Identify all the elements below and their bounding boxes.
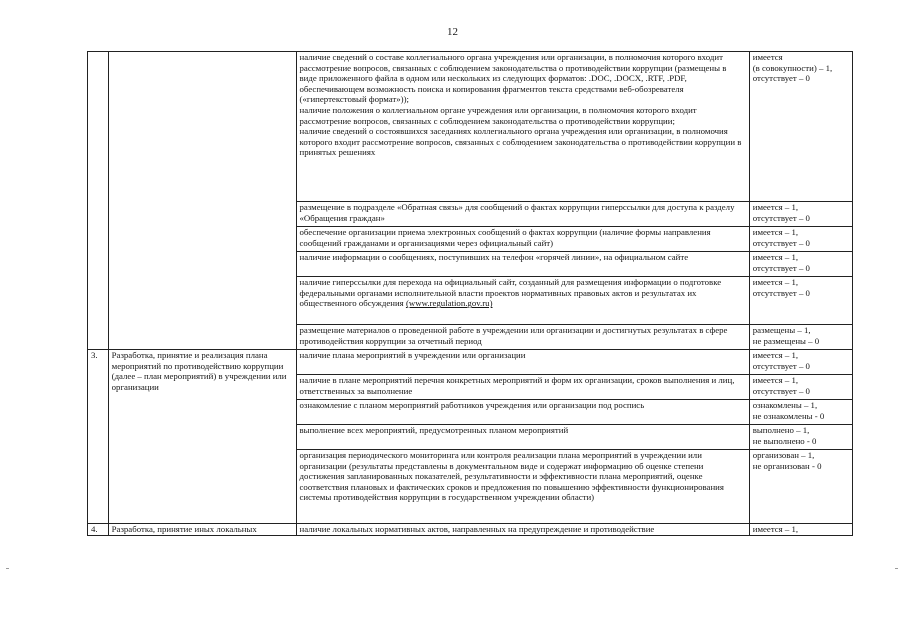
criteria-cell: наличие информации о сообщениях, поступивших на телефон «горячей линии», на официальном сайте xyxy=(296,252,749,277)
scan-mark xyxy=(895,568,898,569)
score-cell: организован – 1, не организован - 0 xyxy=(749,450,852,524)
row-number-cell: 3. xyxy=(88,350,109,524)
table-row xyxy=(88,350,853,375)
page-number: 12 xyxy=(447,26,458,38)
criteria-cell: размещение материалов о проведенной работе в учреждении или организации и достигнутых результатах в сфере противодействия коррупции за отчетный период xyxy=(296,325,749,350)
indicator-name-cell: Разработка, принятие и реализация плана мероприятий по противодействию коррупции (далее – план мероприятий) в учреждении или организации xyxy=(108,350,296,524)
criteria-cell: выполнение всех мероприятий, предусмотренных планом мероприятий xyxy=(296,425,749,450)
score-cell: имеется – 1, отсутствует – 0 xyxy=(749,375,852,400)
criteria-text: наличие сведений о составе коллегиального органа учреждения или организации, в полномочия которого входит рассмотрение вопросов, связанных с соблюдением законодательства о противодействии коррупции (размещены в виде приложенного файла в одном или нескольких из следующих форматов: .DOC, .DOCX, .RTF, .PDF, обеспечивающем возможность поиска и копирования фрагментов текста средствами веб-обозревателя («гипертекстовый формат»)); xyxy=(299,52,727,105)
criteria-cell: обеспечение организации приема электронных сообщений о фактах коррупции (наличие формы направления сообщений гражданами и организациями через официальный сайт) xyxy=(296,227,749,252)
table-row xyxy=(88,524,853,536)
criteria-cell: наличие в плане мероприятий перечня конкретных мероприятий и форм их организации, сроков выполнения и лиц, ответственных за выполнение xyxy=(296,375,749,400)
criteria-text: наличие положения о коллегиальном органе учреждения или организации, в полномочия которого входит рассмотрение вопросов, связанных с соблюдением законодательства о противодействии коррупции; xyxy=(299,104,697,126)
criteria-cell: наличие плана мероприятий в учреждении или организации xyxy=(296,350,749,375)
criteria-cell: организация периодического мониторинга или контроля реализации плана мероприятий в учреждении или организации (результаты представлены в документальном виде и содержат информацию об оценке степени достижения запланированных показателей, результативности и эффективности плана мероприятий, оценке соответствия плановых и фактических сроков и предложения по повышению эффективности функционирования системы противодействия коррупции в государственном учреждении области) xyxy=(296,450,749,524)
score-cell: размещены – 1, не размещены – 0 xyxy=(749,325,852,350)
criteria-cell: ознакомление с планом мероприятий работников учреждения или организации под роспись xyxy=(296,400,749,425)
row-number-cell xyxy=(88,52,109,350)
criteria-cell xyxy=(296,52,749,202)
score-cell: имеется – 1, отсутствует – 0 xyxy=(749,227,852,252)
criteria-text: наличие гиперссылки для перехода на официальный сайт, созданный для размещения информации о подготовке федеральными органами исполнительной власти проектов нормативных правовых актов и результатах их общественного обсуждения xyxy=(299,277,722,309)
scan-mark xyxy=(6,568,9,569)
score-cell: имеется (в совокупности) – 1, отсутствует – 0 xyxy=(749,52,852,202)
table-row xyxy=(88,52,853,202)
score-cell: имеется – 1, xyxy=(749,524,852,536)
score-cell: выполнено – 1, не выполнено - 0 xyxy=(749,425,852,450)
indicator-name-cell: Разработка, принятие иных локальных xyxy=(108,524,296,536)
score-cell: имеется – 1, отсутствует – 0 xyxy=(749,252,852,277)
row-number-cell: 4. xyxy=(88,524,109,536)
score-cell: имеется – 1, отсутствует – 0 xyxy=(749,277,852,325)
criteria-cell xyxy=(296,277,749,325)
score-cell: ознакомлены – 1, не ознакомлены - 0 xyxy=(749,400,852,425)
score-cell: имеется – 1, отсутствует – 0 xyxy=(749,350,852,375)
criteria-table xyxy=(87,51,853,536)
criteria-text: наличие сведений о состоявшихся заседаниях коллегиального органа учреждения или организации, в полномочия которого входит рассмотрение вопросов, связанных с соблюдением законодательства о противодействии коррупции в принятых решениях xyxy=(299,126,742,158)
indicator-name-cell xyxy=(108,52,296,350)
regulation-link[interactable]: (www.regulation.gov.ru) xyxy=(405,298,493,309)
criteria-cell: размещение в подразделе «Обратная связь» для сообщений о фактах коррупции гиперссылки для доступа к разделу «Обращения граждан» xyxy=(296,202,749,227)
criteria-cell: наличие локальных нормативных актов, направленных на предупреждение и противодействие xyxy=(296,524,749,536)
score-cell: имеется – 1, отсутствует – 0 xyxy=(749,202,852,227)
